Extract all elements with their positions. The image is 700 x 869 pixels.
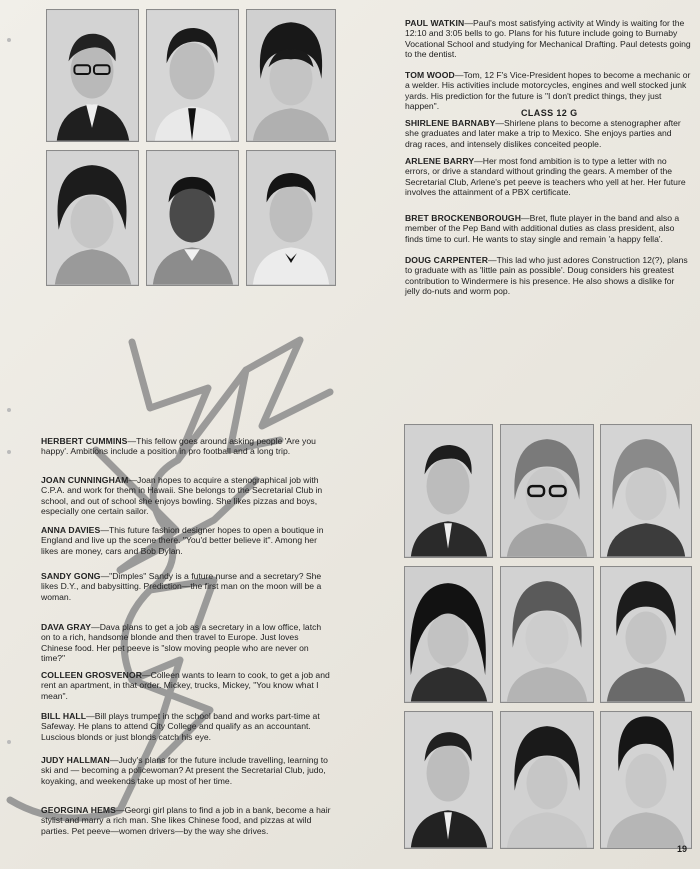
bio-text: —Dava plans to get a job as a secretary in a low office, latch on to a rich, handsome blonde and then travel to Europe. Just loves Chinese food. Her pet peeve is "slow moving people who are never on time?" (41, 622, 322, 664)
portrait-tom-wood (146, 9, 239, 142)
portrait-shirlene-barnaby (246, 9, 336, 142)
bio-sandy-gong (41, 571, 331, 602)
bio-name: SANDY GONG (41, 571, 101, 581)
portrait-joan-cunningham (500, 424, 594, 558)
bio-name: DOUG CARPENTER (405, 255, 489, 265)
bio-text: —Paul's most satisfying activity at Windy is waiting for the 12:10 and 3:05 bells to go. Plans for his future include going to Burnaby Vocational School and studying for Mechanical Drafting. Paul detests going to the dentist. (405, 18, 691, 60)
bio-dava-gray (41, 622, 331, 664)
bio-text: —Shirlene plans to become a stenographer after she graduates and later make a trip to Mexico. She enjoys parties and drag races, and intensely dislikes conceited people. (405, 118, 681, 149)
bio-georgina-hems (41, 805, 331, 836)
portrait-doug-carpenter (246, 150, 336, 286)
portrait-georgina-hems (600, 711, 692, 849)
portrait-judy-hallman (500, 711, 594, 849)
portrait-paul-watkin (46, 9, 139, 142)
bio-bill-hall (41, 711, 331, 742)
portrait-bret-brockenborough (146, 150, 239, 286)
bio-bret-brockenborough (405, 213, 691, 244)
bio-text: —Joan hopes to acquire a stenographical job with C.P.A. and work for them in Hawaii. She belongs to the Secretarial Club in school, and out of school she enjoys bowling. She likes pizzas and boys, especially one certain sailor. (41, 475, 323, 517)
bio-name: BRET BROCKENBOROUGH (405, 213, 522, 223)
portrait-dava-gray (500, 566, 594, 703)
bio-tom-wood (405, 70, 691, 112)
bio-name: PAUL WATKIN (405, 18, 465, 28)
bio-name: ANNA DAVIES (41, 525, 101, 535)
bio-text: —This lad who just adores Construction 12(?), plans to graduate with as 'little pain as possible'. Doug considers his greatest contribution to Windermere is his presence. He also shows a dislike for jelly do-nuts and worm pop. (405, 255, 688, 297)
portrait-sandy-gong (404, 566, 493, 703)
portrait-arlene-barry (46, 150, 139, 286)
bio-text: —Colleen wants to learn to cook, to get a job and rent an apartment, in that order. Mickey, trucks, Mickey, "You know what I mean". (41, 670, 330, 701)
portrait-bill-hall (404, 711, 493, 849)
bio-name: DAVA GRAY (41, 622, 92, 632)
bio-name: ARLENE BARRY (405, 156, 475, 166)
bio-judy-hallman (41, 755, 331, 786)
page-number: 19 (676, 844, 687, 854)
bio-doug-carpenter (405, 255, 691, 297)
bio-name: COLLEEN GROSVENOR (41, 670, 143, 680)
binding-mark (7, 38, 11, 42)
bio-name: BILL HALL (41, 711, 87, 721)
bio-name: JUDY HALLMAN (41, 755, 110, 765)
bio-anna-davies (41, 525, 331, 556)
bio-text: —Georgi girl plans to find a job in a bank, become a hair stylist and marry a rich man. She likes Chinese food, and pizzas at wild parties. Pet peeve—women drivers—by the way she drives. (41, 805, 331, 836)
binding-mark (7, 408, 11, 412)
bio-arlene-barry (405, 156, 691, 198)
bio-text: —This fellow goes around asking people 'Are you happy'. Ambitions include a position in pro football and a long trip. (41, 436, 316, 457)
bio-text: —Bret, flute player in the band and also a member of the Pep Band with additional duties as class president, also finds time to curl. He wants to stay single and remain 'a happy fella'. (405, 213, 680, 244)
portrait-herbert-cummins (404, 424, 493, 558)
bio-name: JOAN CUNNINGHAM (41, 475, 129, 485)
bio-herbert-cummins (41, 436, 331, 457)
bio-text: —This future fashion designer hopes to open a boutique in England and live up the scene there. "You'd better believe it". Among her likes are money, cars and Bob Dylan. (41, 525, 324, 556)
bio-name: TOM WOOD (405, 70, 455, 80)
bio-paul-watkin (405, 18, 691, 60)
bio-text: —Her most fond ambition is to type a letter with no errors, or drive a standard without grinding the gears. A member of the Secretarial Club, Arlene's pet peeve is teachers who yell at her. Her future involves the attainment of a PBX certificate. (405, 156, 686, 198)
bio-text: —"Dimples" Sandy is a future nurse and a secretary? She likes D.Y., and babysitting. Prediction—the first man on the moon will be a woman. (41, 571, 322, 602)
bio-joan-cunningham (41, 475, 331, 517)
binding-mark (7, 450, 11, 454)
bio-colleen-grosvenor (41, 670, 331, 701)
bio-name: HERBERT CUMMINS (41, 436, 128, 446)
bio-name: SHIRLENE BARNABY (405, 118, 496, 128)
class-heading: CLASS 12 G (521, 108, 578, 118)
portrait-anna-davies (600, 424, 692, 558)
bio-shirlene-barnaby (405, 118, 691, 149)
bio-name: GEORGINA HEMS (41, 805, 116, 815)
portrait-colleen-grosvenor (600, 566, 692, 703)
bio-text: —Tom, 12 F's Vice-President hopes to become a mechanic or a welder. His activities include motorcycles, engines and well stocked junk yards. His prediction for the future is "I don't predict things, they just happen". (405, 70, 691, 112)
binding-mark (7, 740, 11, 744)
bio-text: —Bill plays trumpet in the school band and works part-time at Safeway. He plans to attend City College and qualify as an accountant. Luscious blonds or just blonds catch his eye. (41, 711, 320, 742)
bio-text: —Judy's plans for the future include travelling, learning to ski and — becoming a policewoman? At present the Secretarial Club, judo, koyaking, and weekends take up most of her time. (41, 755, 328, 786)
